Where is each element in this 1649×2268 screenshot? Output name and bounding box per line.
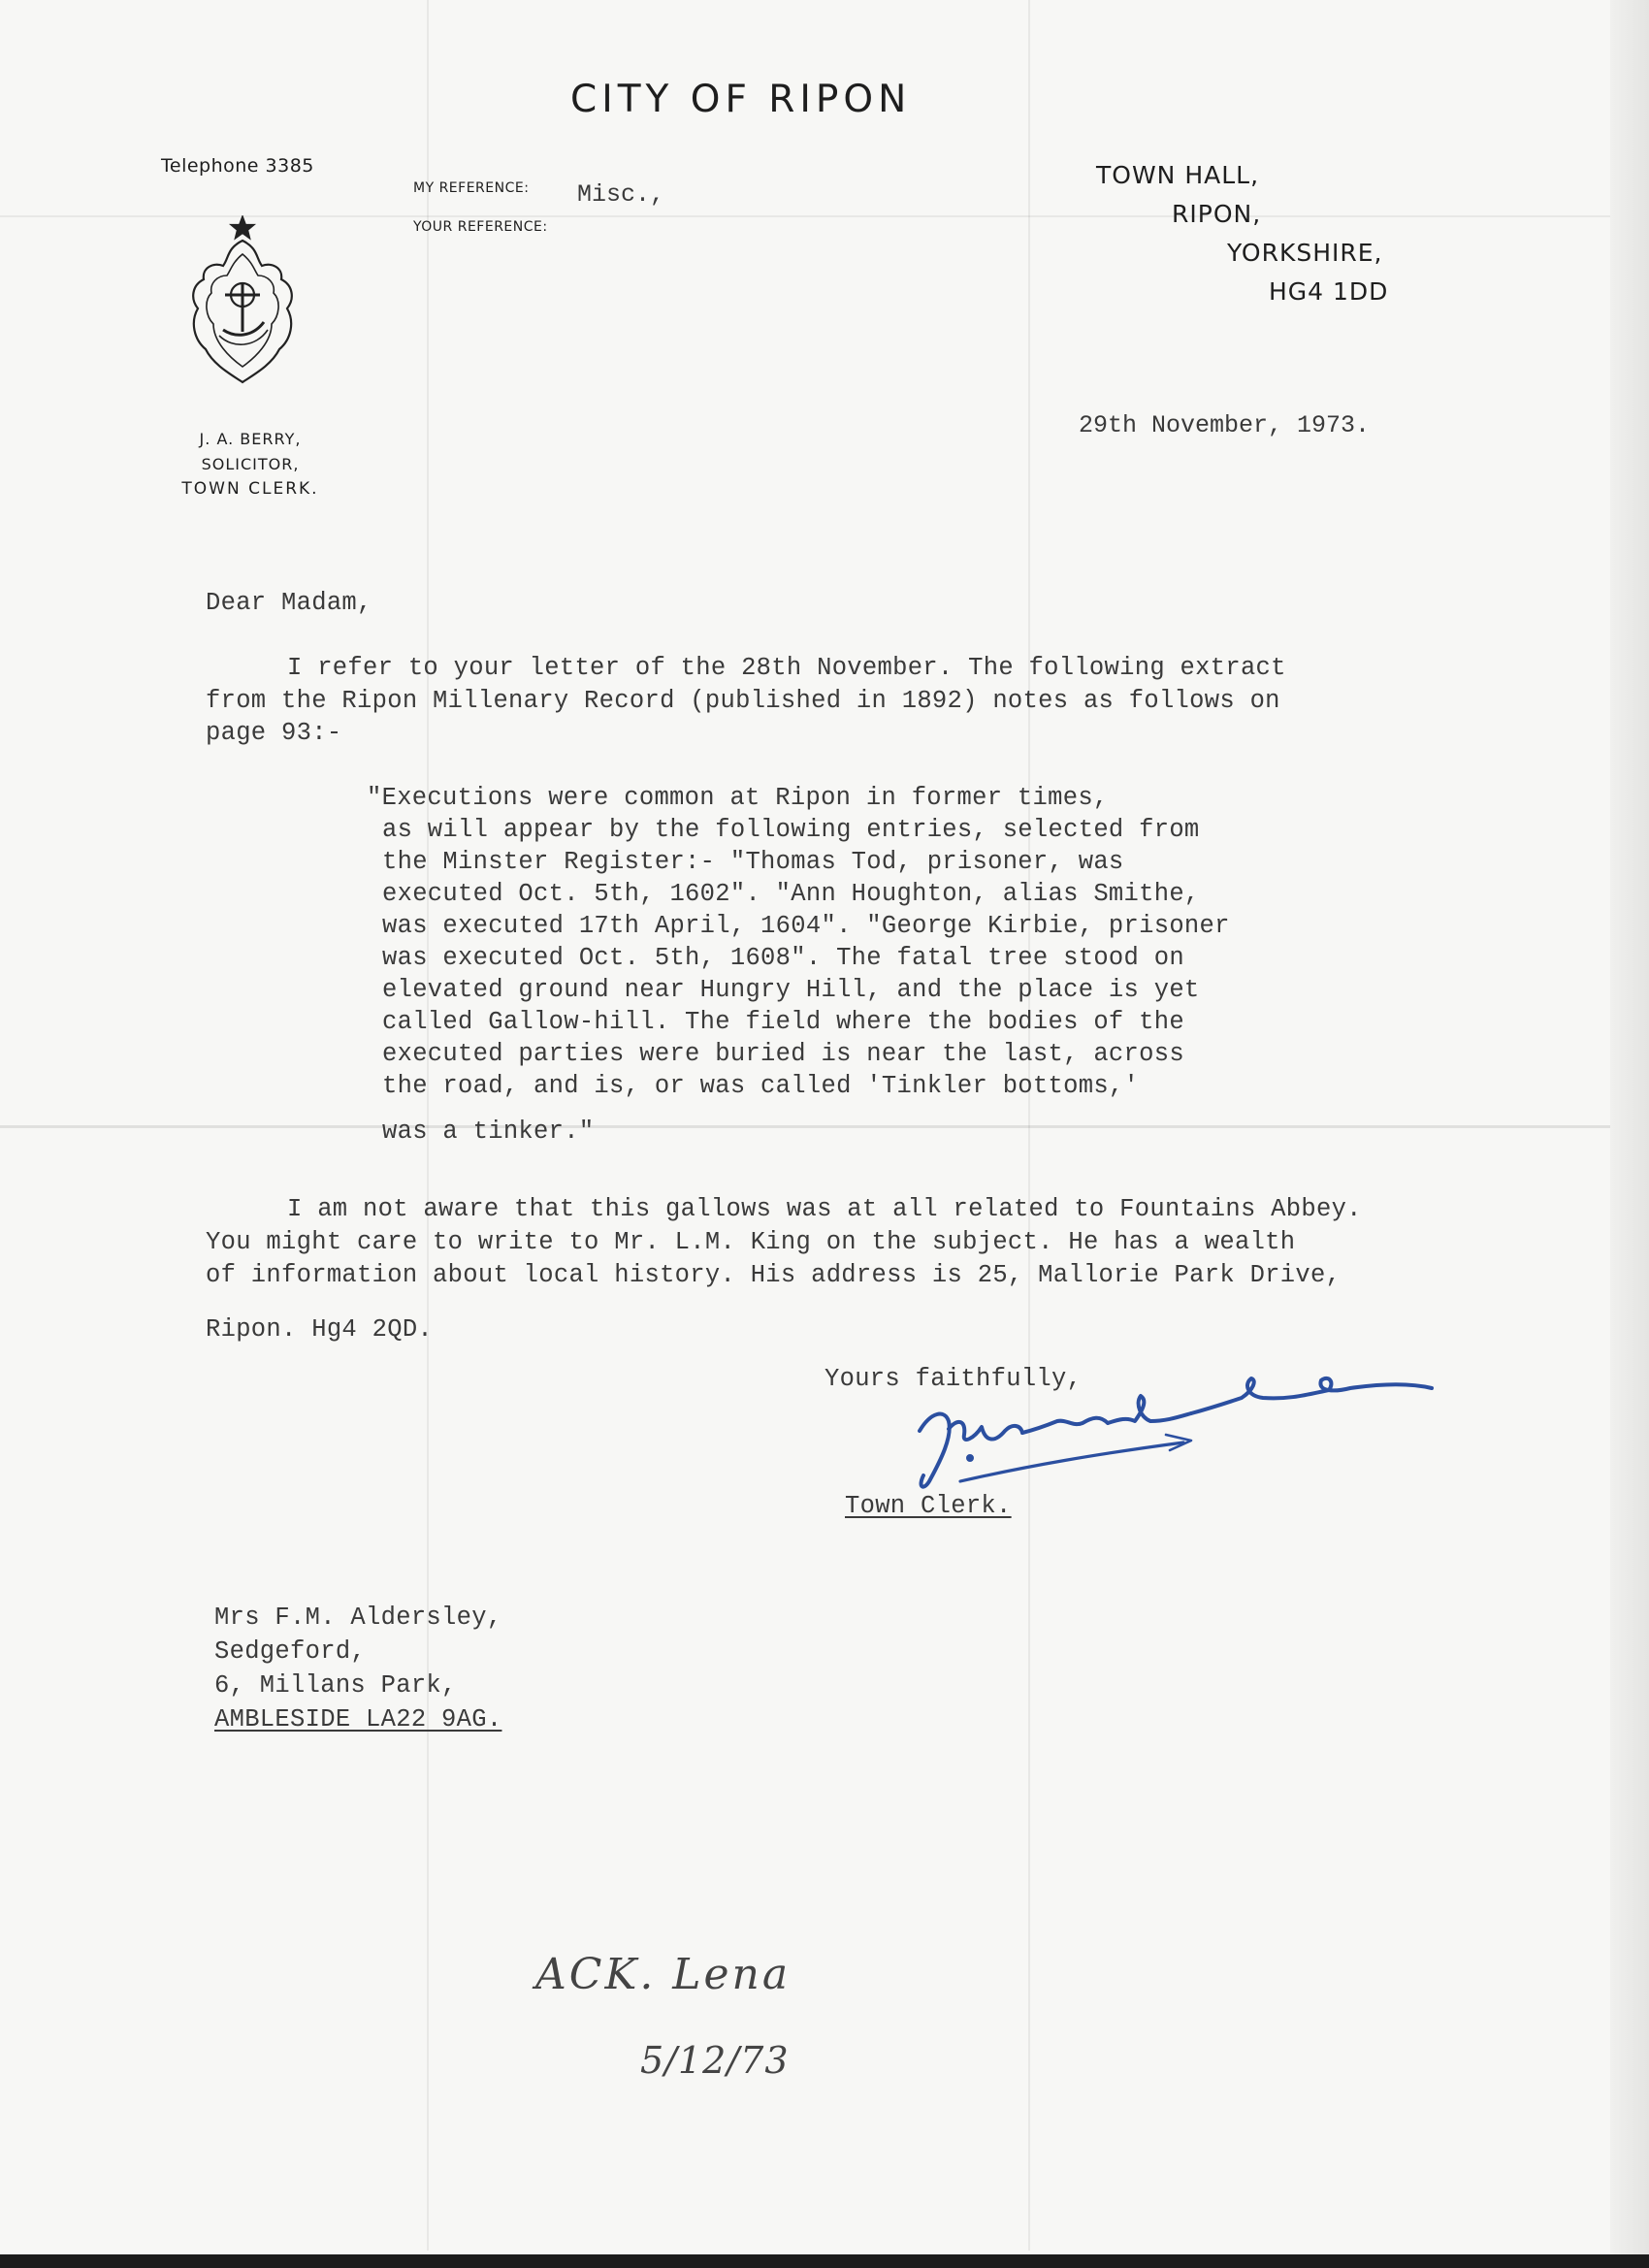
my-reference-label: MY REFERENCE: — [413, 180, 530, 196]
paragraph-line: page 93:- — [206, 719, 342, 747]
handwritten-acknowledgement: ACK. Lena — [535, 1950, 792, 1999]
fold-crease — [0, 1125, 1610, 1128]
salutation: Dear Madam, — [206, 589, 372, 617]
quotation-line: was executed Oct. 5th, 1608". The fatal tree stood on — [382, 944, 1184, 972]
address-line: RIPON, — [1172, 200, 1262, 228]
paper-edge-shadow — [1610, 0, 1649, 2268]
my-reference-value: Misc., — [577, 180, 665, 209]
paragraph-line: from the Ripon Millenary Record (published in 1892) notes as follows on — [206, 687, 1280, 715]
letter-date: 29th November, 1973. — [1079, 411, 1371, 439]
paragraph-line: I refer to your letter of the 28th November. The following extract — [287, 654, 1286, 682]
address-line: TOWN HALL, — [1096, 161, 1260, 189]
clerk-title: SOLICITOR, — [201, 455, 300, 473]
signatory-title: Town Clerk. — [845, 1492, 1012, 1520]
quotation-line: executed parties were buried is near the last, across — [382, 1040, 1184, 1068]
address-line: YORKSHIRE, — [1227, 239, 1383, 267]
paragraph-line: I am not aware that this gallows was at all related to Fountains Abbey. — [287, 1195, 1362, 1223]
quotation-line: as will appear by the following entries, selected from — [382, 816, 1200, 844]
clerk-role: TOWN CLERK. — [181, 479, 319, 499]
recipient-line: Mrs F.M. Aldersley, — [214, 1604, 502, 1632]
address-line: HG4 1DD — [1269, 277, 1389, 306]
paragraph-line: of information about local history. His address is 25, Mallorie Park Drive, — [206, 1261, 1342, 1289]
paragraph-line: Ripon. Hg4 2QD. — [206, 1315, 434, 1344]
recipient-line: Sedgeford, — [214, 1637, 367, 1666]
your-reference-label: YOUR REFERENCE: — [413, 219, 548, 235]
letterhead-title: CITY OF RIPON — [570, 78, 912, 121]
signature-icon — [902, 1353, 1445, 1499]
recipient-line: 6, Millans Park, — [214, 1671, 457, 1700]
clerk-name: J. A. BERRY, — [199, 430, 302, 448]
closing: Yours faithfully, — [824, 1365, 1083, 1393]
quotation-line: was a tinker." — [382, 1118, 595, 1146]
scan-border — [0, 2254, 1649, 2268]
quotation-line: called Gallow-hill. The field where the bodies of the — [382, 1008, 1184, 1036]
handwritten-date: 5/12/73 — [640, 2039, 790, 2082]
recipient-line: AMBLESIDE LA22 9AG. — [214, 1705, 502, 1733]
paragraph-line: You might care to write to Mr. L.M. King on the subject. He has a wealth — [206, 1228, 1296, 1256]
quotation-line: the road, and is, or was called 'Tinkler bottoms,' — [382, 1072, 1140, 1100]
telephone-number: Telephone 3385 — [161, 155, 314, 177]
quotation-line: elevated ground near Hungry Hill, and the place is yet — [382, 976, 1200, 1004]
quotation-line: the Minster Register:- "Thomas Tod, prisoner, was — [382, 848, 1124, 876]
coat-of-arms-icon — [184, 215, 301, 390]
quotation-line: "Executions were common at Ripon in former times, — [367, 784, 1109, 812]
fold-crease — [1028, 0, 1030, 2251]
quotation-line: executed Oct. 5th, 1602". "Ann Houghton, alias Smithe, — [382, 880, 1200, 908]
quotation-line: was executed 17th April, 1604". "George Kirbie, prisoner — [382, 912, 1230, 940]
